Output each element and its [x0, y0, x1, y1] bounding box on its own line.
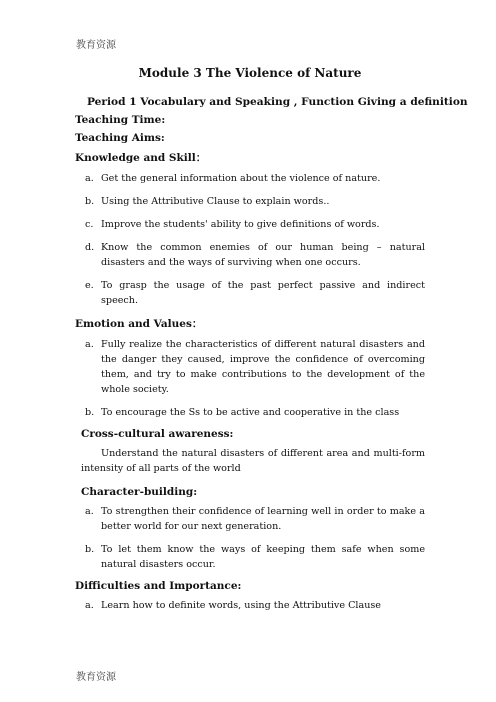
list-marker: e.	[85, 280, 94, 291]
list-item-text: To let them know the ways of keeping them safe when some natural disasters occur.	[101, 544, 425, 570]
character-list	[75, 504, 425, 572]
list-item	[75, 405, 425, 420]
list-marker: b.	[85, 544, 95, 555]
list-item	[75, 337, 425, 397]
page-header: 教育资源	[76, 40, 116, 51]
emotion-list	[75, 337, 425, 420]
list-marker: a.	[85, 173, 94, 184]
list-marker: b.	[85, 196, 95, 207]
document-body	[75, 66, 468, 621]
cross-cultural-text: Understand the natural disasters of different area and multi-form intensity of all parts of the world	[81, 448, 425, 474]
page-footer: 教育资源	[76, 672, 116, 683]
character-heading: Character-building:	[81, 486, 198, 498]
list-item-text: To grasp the usage of the past perfect passive and indirect speech.	[101, 280, 425, 306]
teaching-time-heading: Teaching Time:	[75, 114, 166, 126]
list-item-text: Know the common enemies of our human being – natural disasters and the ways of surviving when one occurs.	[101, 242, 425, 268]
list-item	[75, 598, 425, 613]
list-marker: a.	[85, 339, 94, 350]
list-marker: a.	[85, 506, 94, 517]
teaching-aims-heading: Teaching Aims:	[75, 132, 165, 144]
cross-cultural-heading: Cross-cultural awareness:	[81, 428, 234, 440]
list-item-text: Fully realize the characteristics of different natural disasters and the danger they caused, improve the confidence of overcoming them, and try to make contributions to the development of the whole society.	[101, 339, 425, 395]
knowledge-heading: Knowledge and Skill：	[75, 152, 207, 164]
list-item	[75, 240, 425, 270]
document-title: Module 3 The Violence of Nature	[138, 66, 362, 80]
list-item	[75, 171, 425, 186]
knowledge-list	[75, 171, 425, 308]
list-marker: c.	[85, 219, 94, 230]
list-item-text: Using the Attributive Clause to explain words..	[101, 196, 330, 207]
list-marker: d.	[85, 242, 95, 253]
list-item	[75, 542, 425, 572]
difficulties-list	[75, 598, 425, 613]
list-item	[75, 194, 425, 209]
list-item-text: Improve the students' ability to give definitions of words.	[101, 219, 380, 230]
list-item-text: To encourage the Ss to be active and cooperative in the class	[101, 407, 400, 418]
list-marker: b.	[85, 407, 95, 418]
difficulties-heading: Difficulties and Importance:	[75, 580, 242, 592]
list-item-text: Learn how to definite words, using the Attributive Clause	[101, 600, 381, 611]
period-subtitle: Period 1 Vocabulary and Speaking , Function Giving a definition	[87, 96, 468, 108]
list-item-text: Get the general information about the violence of nature.	[101, 173, 381, 184]
list-item-text: To strengthen their confidence of learning well in order to make a better world for our next generation.	[101, 506, 425, 532]
list-item	[75, 278, 425, 308]
list-item	[75, 217, 425, 232]
list-item	[75, 504, 425, 534]
list-marker: a.	[85, 600, 94, 611]
emotion-heading: Emotion and Values：	[75, 318, 203, 330]
